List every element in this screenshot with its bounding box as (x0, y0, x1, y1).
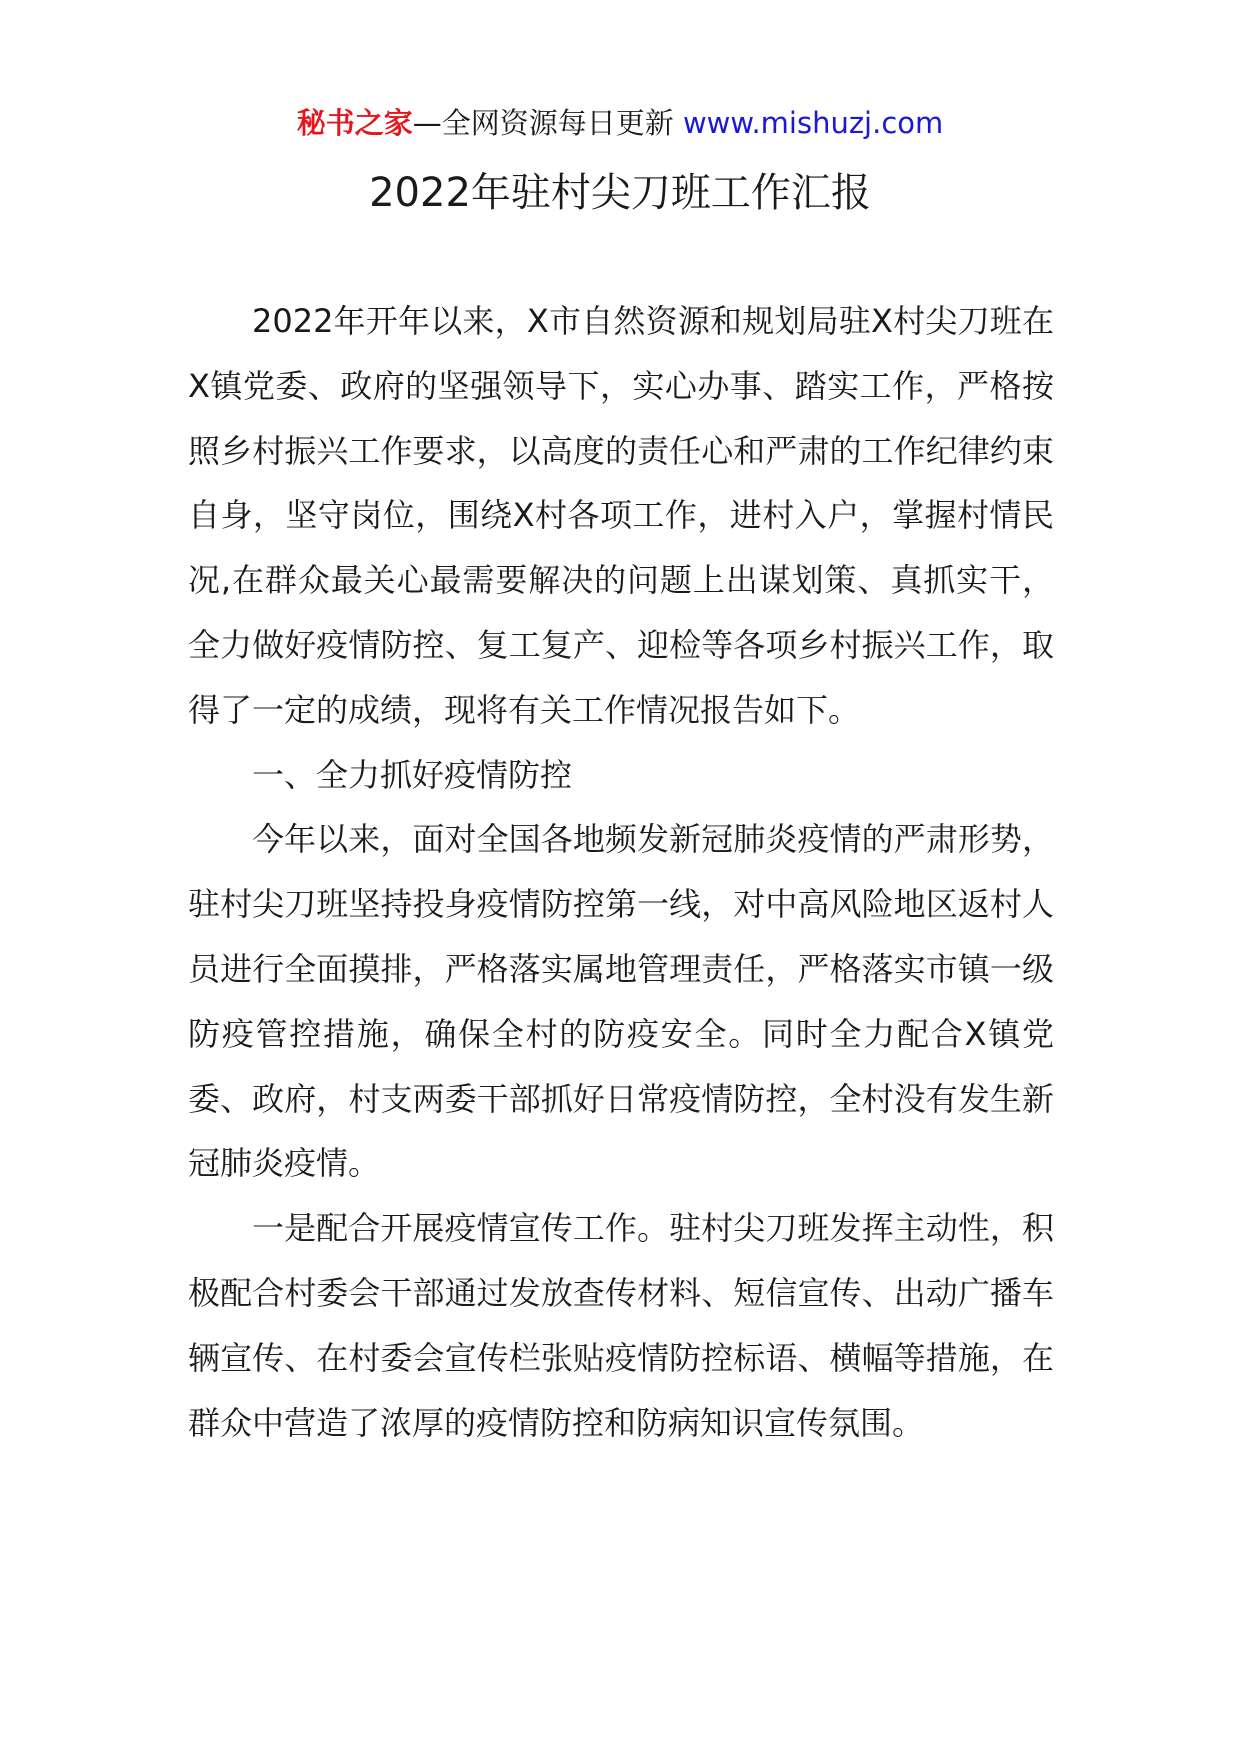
site-banner (0, 103, 1240, 143)
document-body (188, 289, 1054, 1455)
banner-tagline: —全网资源每日更新 (412, 106, 674, 140)
body-paragraph: 今年以来，面对全国各地频发新冠肺炎疫情的严肃形势，驻村尖刀班坚持投身疫情防控第一线，对中高风险地区返村人员进行全面摸排，严格落实属地管理责任，严格落实市镇一级防疫管控措施，确保全村的防疫安全。同时全力配合X镇党委、政府，村支两委干部抓好日常疫情防控，全村没有发生新冠肺炎疫情。 (188, 820, 1054, 1183)
body-paragraph: 一是配合开展疫情宣传工作。驻村尖刀班发挥主动性，积极配合村委会干部通过发放查传材料、短信宣传、出动广播车辆宣传、在村委会宣传栏张贴疫情防控标语、横幅等措施，在群众中营造了浓厚的疫情防控和防病知识宣传氛围。 (188, 1209, 1054, 1442)
site-url-link[interactable]: www.mishuzj.com (682, 106, 944, 140)
intro-paragraph: 2022年开年以来，X市自然资源和规划局驻X村尖刀班在X镇党委、政府的坚强领导下，实心办事、踏实工作，严格按照乡村振兴工作要求，以高度的责任心和严肃的工作纪律约束自身，坚守岗位，围绕X村各项工作，进村入户，掌握村情民况,在群众最关心最需要解决的问题上出谋划策、真抓实干，全力做好疫情防控、复工复产、迎检等各项乡村振兴工作，取得了一定的成绩，现将有关工作情况报告如下。 (188, 302, 1054, 729)
document-title: 2022年驻村尖刀班工作汇报 (369, 170, 871, 216)
section-heading: 一、全力抓好疫情防控 (252, 755, 573, 794)
brand-name: 秘书之家 (296, 106, 413, 140)
